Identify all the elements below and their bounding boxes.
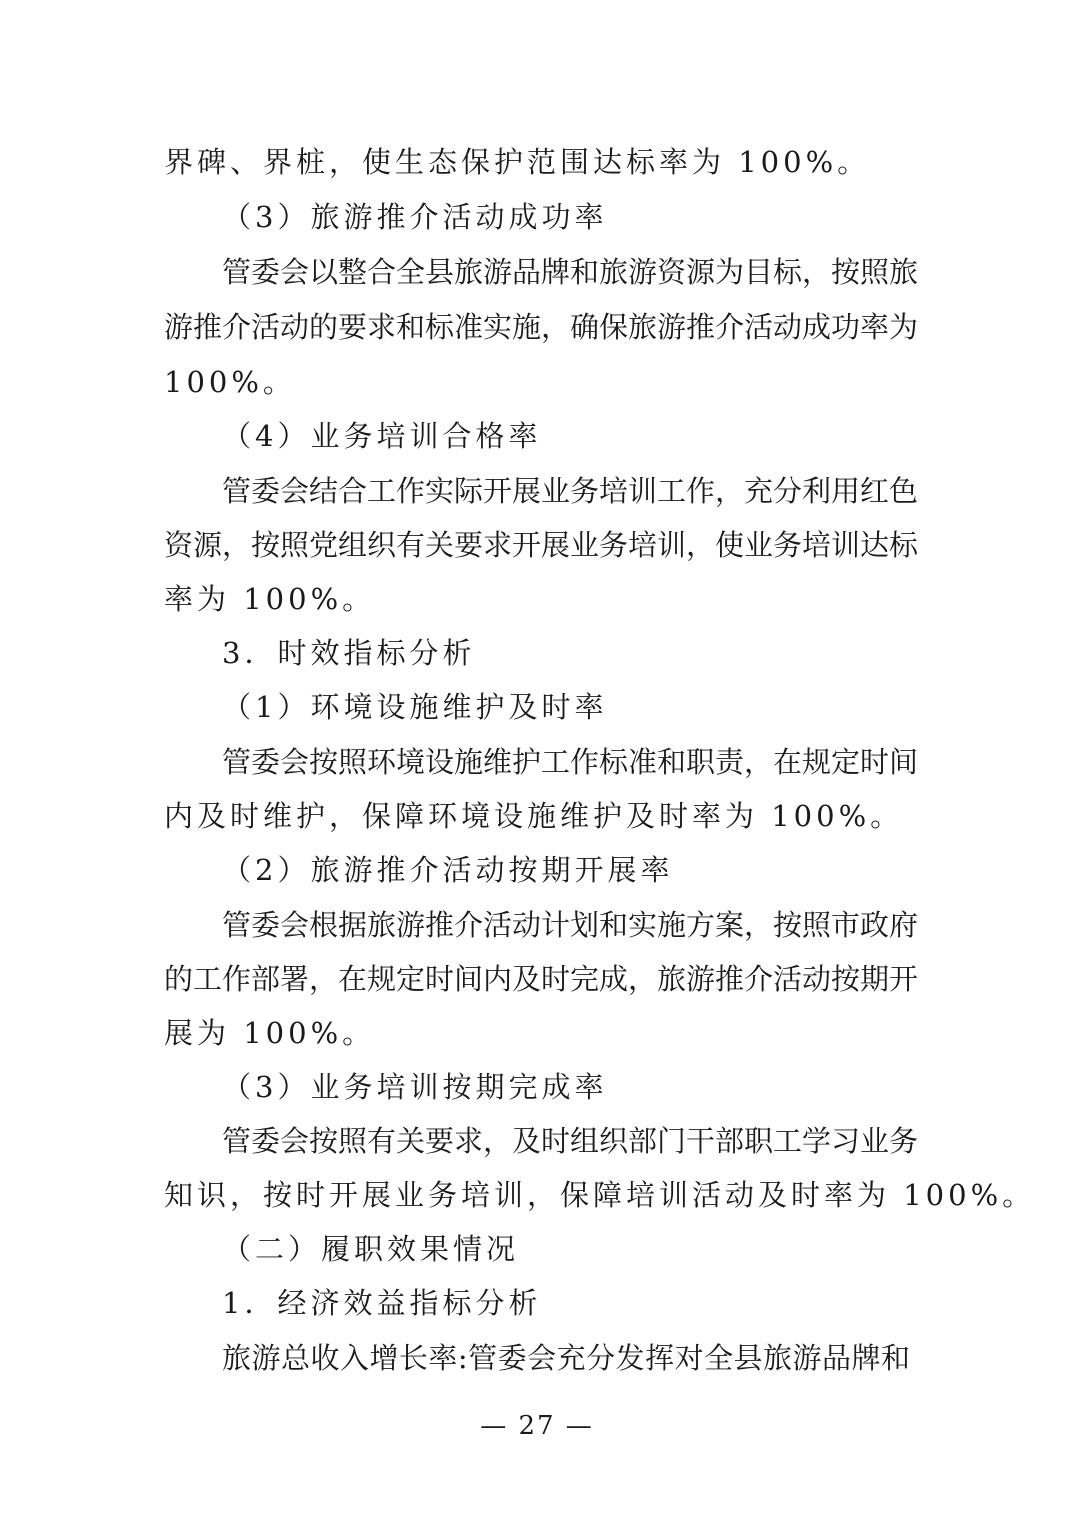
subheading: （3）业务培训按期完成率	[222, 1070, 608, 1104]
paragraph-line: 的工作部署，在规定时间内及时完成，旅游推介活动按期开	[164, 962, 919, 996]
paragraph-line: 展为 100%。	[164, 1016, 376, 1050]
subheading: （4）业务培训合格率	[222, 419, 542, 453]
subheading: （1）环境设施维护及时率	[222, 690, 608, 724]
paragraph-line: 管委会以整合全县旅游品牌和旅游资源为目标，按照旅	[222, 255, 919, 289]
subheading: （3）旅游推介活动成功率	[222, 200, 608, 234]
subheading: （2）旅游推介活动按期开展率	[222, 853, 674, 887]
paragraph-line: 知识，按时开展业务培训，保障培训活动及时率为 100%。	[164, 1178, 1036, 1212]
paragraph-line: 管委会按照有关要求，及时组织部门干部职工学习业务	[222, 1124, 919, 1158]
paragraph-line: 旅游总收入增长率:管委会充分发挥对全县旅游品牌和	[222, 1341, 910, 1375]
page-number: — 27 —	[480, 1411, 594, 1441]
paragraph-line: 管委会根据旅游推介活动计划和实施方案，按照市政府	[222, 908, 919, 942]
paragraph-line: 界碑、界桩，使生态保护范围达标率为 100%。	[164, 145, 871, 179]
paragraph-line: 内及时维护，保障环境设施维护及时率为 100%。	[164, 799, 904, 833]
paragraph-line: 管委会结合工作实际开展业务培训工作，充分利用红色	[222, 474, 919, 508]
section-heading: 3．时效指标分析	[222, 636, 476, 670]
paragraph-line: 率为 100%。	[164, 582, 376, 616]
section-heading: （二）履职效果情况	[222, 1232, 520, 1266]
paragraph-line: 游推介活动的要求和标准实施，确保旅游推介活动成功率为	[164, 310, 919, 344]
paragraph-line: 管委会按照环境设施维护工作标准和职责，在规定时间	[222, 745, 919, 779]
paragraph-line: 资源，按照党组织有关要求开展业务培训，使业务培训达标	[164, 528, 919, 562]
paragraph-line: 100%。	[164, 365, 296, 399]
section-heading: 1．经济效益指标分析	[222, 1286, 542, 1320]
